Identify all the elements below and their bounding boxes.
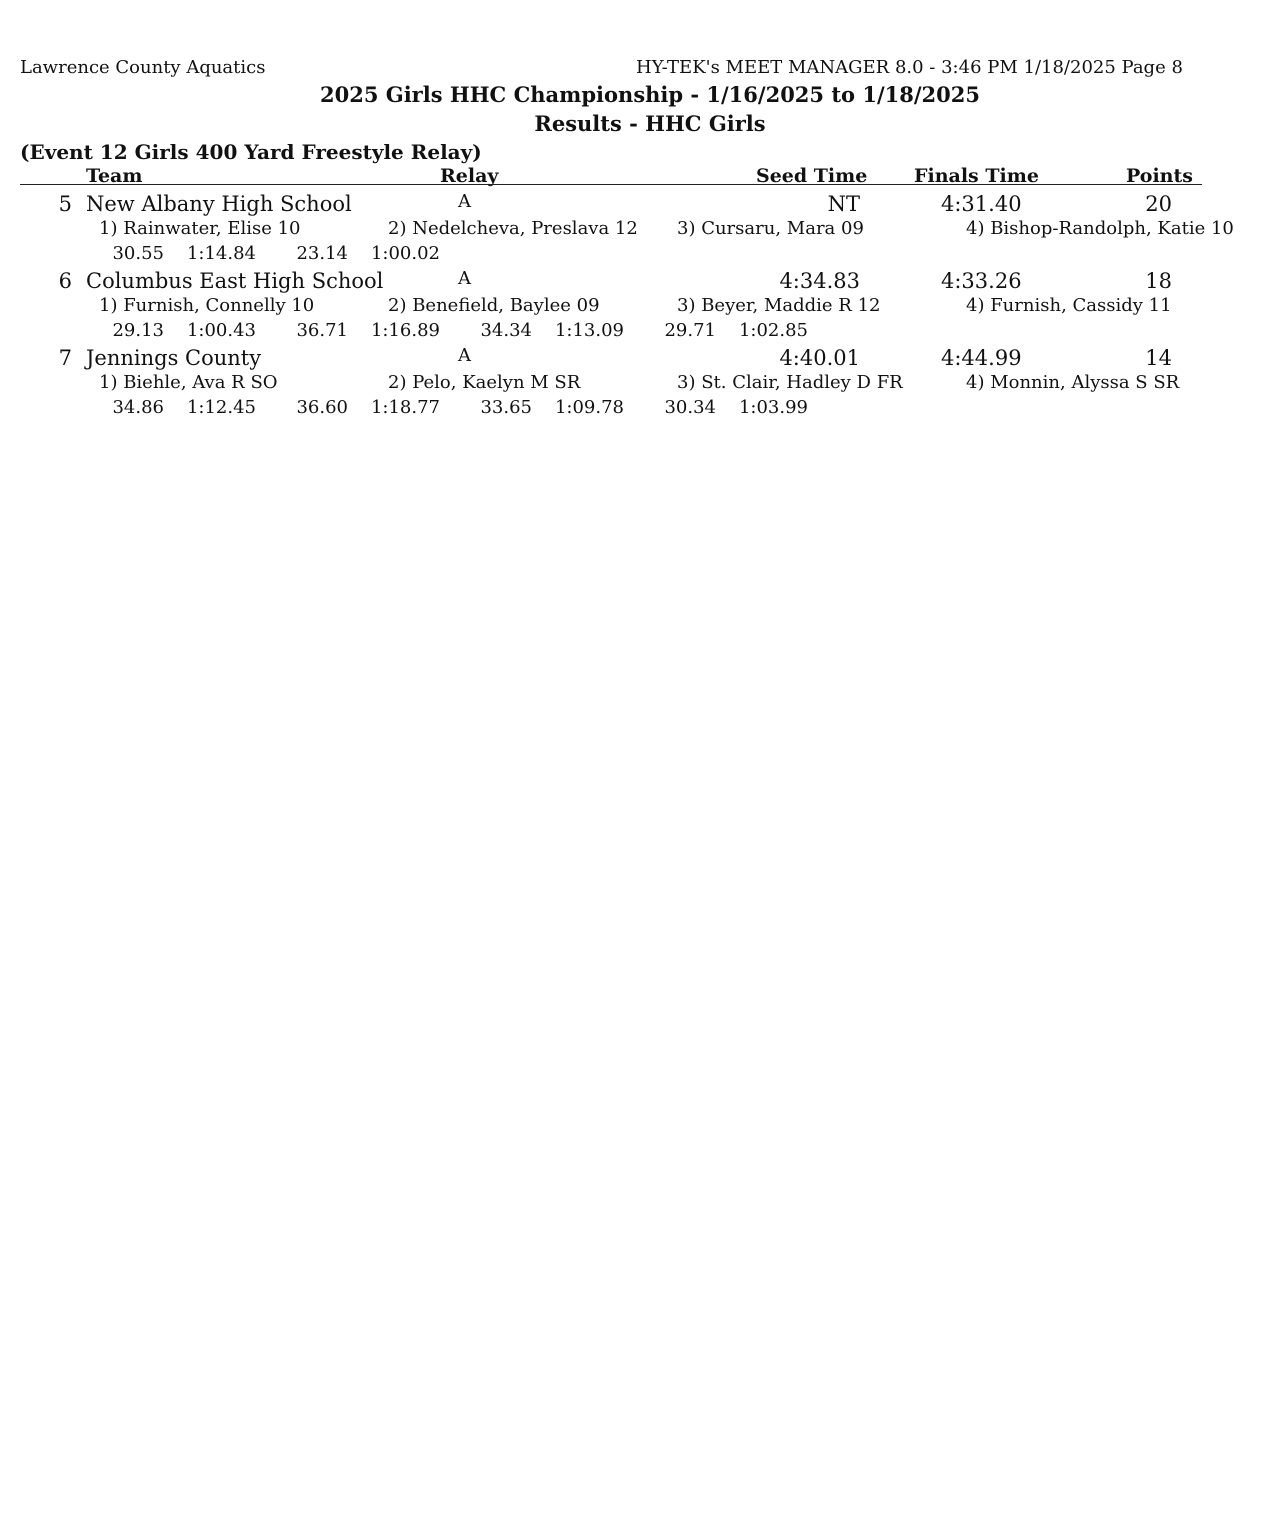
swimmer: 1) Furnish, Connelly 10 bbox=[99, 295, 315, 316]
swimmer: 3) St. Clair, Hadley D FR bbox=[677, 372, 903, 393]
split: 36.60 bbox=[296, 397, 348, 418]
relay-letter: A bbox=[458, 191, 471, 212]
swimmer: 2) Nedelcheva, Preslava 12 bbox=[388, 218, 638, 239]
split: 1:13.09 bbox=[554, 320, 624, 341]
results-subtitle: Results - HHC Girls bbox=[534, 111, 766, 136]
split: 29.13 bbox=[112, 320, 164, 341]
team-name: Columbus East High School bbox=[86, 269, 384, 293]
swimmer: 4) Monnin, Alyssa S SR bbox=[966, 372, 1180, 393]
split: 30.55 bbox=[112, 243, 164, 264]
split: 1:09.78 bbox=[554, 397, 624, 418]
relay-letter: A bbox=[458, 345, 471, 366]
swimmer: 1) Rainwater, Elise 10 bbox=[99, 218, 301, 239]
swimmer: 1) Biehle, Ava R SO bbox=[99, 372, 278, 393]
finals-time: 4:33.26 bbox=[941, 269, 1022, 293]
column-relay: Relay bbox=[440, 165, 499, 187]
split: 34.86 bbox=[112, 397, 164, 418]
split: 1:00.43 bbox=[186, 320, 256, 341]
split: 1:02.85 bbox=[738, 320, 808, 341]
event-title: (Event 12 Girls 400 Yard Freestyle Relay) bbox=[20, 140, 482, 164]
team-name: New Albany High School bbox=[86, 192, 352, 216]
swimmer: 2) Benefield, Baylee 09 bbox=[388, 295, 600, 316]
split: 1:16.89 bbox=[370, 320, 440, 341]
split: 1:12.45 bbox=[186, 397, 256, 418]
place: 7 bbox=[58, 346, 72, 370]
points: 14 bbox=[1145, 346, 1172, 370]
split: 1:14.84 bbox=[186, 243, 256, 264]
split: 1:18.77 bbox=[370, 397, 440, 418]
split: 36.71 bbox=[296, 320, 348, 341]
split: 33.65 bbox=[480, 397, 532, 418]
organization-name: Lawrence County Aquatics bbox=[20, 57, 266, 78]
split: 30.34 bbox=[664, 397, 716, 418]
software-info: HY-TEK's MEET MANAGER 8.0 - 3:46 PM 1/18/2025 Page 8 bbox=[636, 57, 1183, 78]
swimmer: 3) Beyer, Maddie R 12 bbox=[677, 295, 881, 316]
seed-time: 4:40.01 bbox=[779, 346, 860, 370]
split: 34.34 bbox=[480, 320, 532, 341]
meet-title: 2025 Girls HHC Championship - 1/16/2025 to 1/18/2025 bbox=[320, 82, 980, 107]
swimmer: 2) Pelo, Kaelyn M SR bbox=[388, 372, 581, 393]
swimmer: 3) Cursaru, Mara 09 bbox=[677, 218, 864, 239]
relay-letter: A bbox=[458, 268, 471, 289]
header-divider bbox=[20, 184, 1202, 185]
split: 1:00.02 bbox=[370, 243, 440, 264]
seed-time: 4:34.83 bbox=[779, 269, 860, 293]
place: 6 bbox=[58, 269, 72, 293]
seed-time: NT bbox=[827, 192, 860, 216]
place: 5 bbox=[58, 192, 72, 216]
column-team: Team bbox=[86, 165, 143, 187]
swimmer: 4) Bishop-Randolph, Katie 10 bbox=[966, 218, 1234, 239]
team-name: Jennings County bbox=[86, 346, 262, 370]
split: 29.71 bbox=[664, 320, 716, 341]
finals-time: 4:31.40 bbox=[941, 192, 1022, 216]
points: 18 bbox=[1145, 269, 1172, 293]
column-finals-time: Finals Time bbox=[914, 165, 1039, 187]
swimmer: 4) Furnish, Cassidy 11 bbox=[966, 295, 1172, 316]
column-points: Points bbox=[1126, 165, 1193, 187]
column-seed-time: Seed Time bbox=[756, 165, 868, 187]
points: 20 bbox=[1145, 192, 1172, 216]
finals-time: 4:44.99 bbox=[941, 346, 1022, 370]
split: 23.14 bbox=[296, 243, 348, 264]
split: 1:03.99 bbox=[738, 397, 808, 418]
